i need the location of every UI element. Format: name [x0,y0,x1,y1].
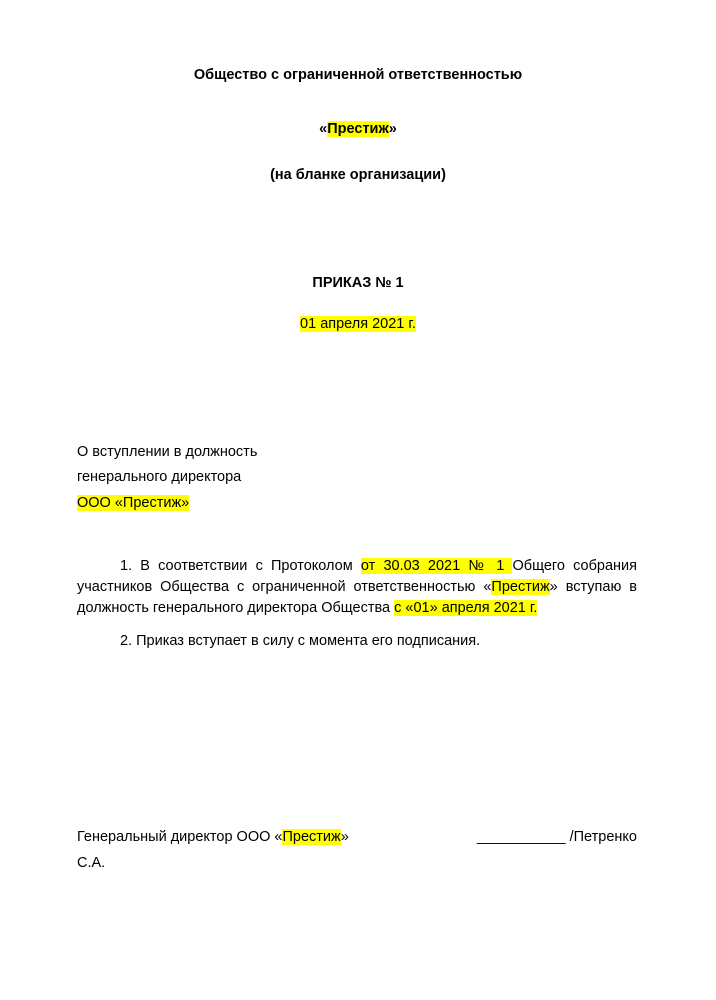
signature-position [77,829,349,845]
subject-line-1 [77,443,637,461]
org-short-name [0,120,716,138]
paragraph-2-text: 2. Приказ вступает в силу с момента его подписания. [120,633,481,649]
signature-initials [77,854,637,872]
subject-line-2-text: генерального директора [77,469,242,485]
paragraph-1-part-1: 1. В соответствии с Протоколом [120,558,361,574]
letterhead-note [0,166,716,184]
signature-initials-text: С.А. [77,855,106,871]
subject-line-3-highlight: ООО «Престиж» [77,495,190,511]
paragraph-1-date-highlight: с «01» апреля 2021 г. [394,600,538,616]
subject-line-2 [77,468,637,486]
quote-close: » [388,121,397,137]
paragraph-1-company-highlight: Престиж [491,579,550,595]
org-short-highlight: Престиж [327,121,389,137]
signature-line: ___________ /Петренко [476,829,637,845]
order-title [0,274,716,292]
org-name-text: Общество с ограниченной ответственностью [193,67,523,83]
paragraph-1 [77,556,637,619]
quote-open: « [319,121,328,137]
paragraph-1-part-2: Общего собрания участников Общества с ограниченной ответственностью « [77,558,637,595]
signature-company-highlight: Престиж [282,829,341,845]
subject-line-1-text: О вступлении в должность [77,444,258,460]
order-date-highlight: 01 апреля 2021 г. [300,316,416,332]
org-name [0,66,716,84]
paragraph-2 [77,631,637,652]
signature-position-prefix: Генеральный директор ООО « [77,829,283,845]
signature-position-suffix: » [340,829,349,845]
paragraph-1-part-3: » вступаю в должность генерального директора Общества [77,579,637,616]
signature-row [77,828,637,846]
order-date [0,315,716,333]
order-title-text: ПРИКАЗ № 1 [312,275,404,291]
subject-line-3 [77,494,637,512]
letterhead-note-text: (на бланке организации) [270,167,446,183]
paragraph-1-protocol-highlight: от 30.03 2021 № 1 [360,558,513,574]
